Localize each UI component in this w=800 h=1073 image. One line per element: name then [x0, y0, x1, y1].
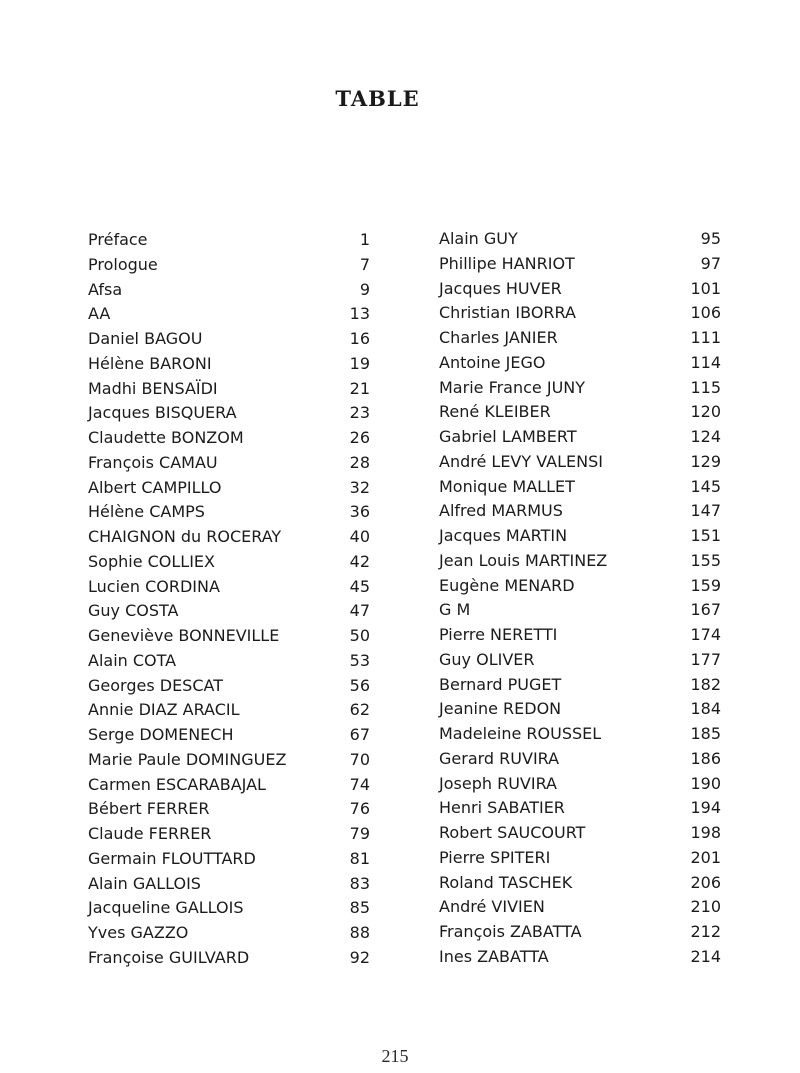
toc-entry-page: 81 — [349, 848, 370, 868]
toc-entry-name: CHAIGNON du ROCERAY — [88, 527, 282, 546]
toc-entry-page: 185 — [690, 724, 721, 743]
toc-entry-page: 182 — [690, 674, 721, 694]
toc-entry — [88, 377, 370, 402]
toc-entry-name: Gerard RUVIRA — [439, 748, 560, 768]
toc-entry — [88, 649, 370, 674]
toc-entry-page: 1 — [359, 230, 370, 249]
toc-entry-page: 194 — [690, 798, 721, 818]
toc-entry — [88, 352, 370, 377]
toc-entry-name: Carmen ESCARABAJAL — [88, 774, 266, 794]
toc-entry-page: 155 — [690, 550, 721, 570]
toc-entry-page: 97 — [700, 253, 721, 273]
toc-entry-name: Sophie COLLIEX — [88, 551, 215, 571]
toc-entry-page: 85 — [349, 898, 370, 918]
toc-entry-name: Jacques MARTIN — [439, 526, 568, 545]
toc-entry-name: Préface — [88, 230, 148, 249]
toc-entry-name: Charles JANIER — [439, 328, 558, 347]
toc-entry-page: 19 — [349, 353, 370, 373]
toc-entry — [439, 598, 721, 623]
toc-entry-page: 124 — [690, 427, 721, 446]
toc-entry-page: 198 — [690, 823, 721, 842]
toc-entry-page: 76 — [349, 799, 370, 819]
toc-entry-name: Madhi BENSAÏDI — [88, 378, 218, 398]
toc-entry-page: 174 — [690, 625, 721, 644]
toc-entry-page: 184 — [690, 699, 721, 719]
toc-entry — [439, 673, 721, 698]
toc-entry-page: 147 — [690, 501, 721, 521]
toc-entry-page: 47 — [349, 601, 370, 621]
toc-entry-name: Serge DOMENECH — [88, 725, 234, 744]
toc-entry-page: 40 — [349, 527, 370, 546]
toc-entry-page: 206 — [690, 872, 721, 892]
toc-entry — [88, 278, 370, 303]
toc-entry-page: 26 — [349, 428, 370, 447]
toc-entry — [439, 772, 721, 797]
toc-entry-name: Monique MALLET — [439, 476, 575, 496]
toc-entry — [439, 846, 721, 871]
toc-entry — [88, 872, 370, 897]
toc-entry-name: Annie DIAZ ARACIL — [88, 700, 240, 720]
toc-entry-name: Lucien CORDINA — [88, 576, 220, 596]
toc-entry-name: Bernard PUGET — [439, 674, 562, 694]
toc-entry-name: Françoise GUILVARD — [88, 947, 250, 967]
toc-entry-page: 32 — [349, 477, 370, 497]
toc-entry — [439, 425, 721, 450]
toc-entry-name: Madeleine ROUSSEL — [439, 724, 602, 743]
toc-entry-page: 62 — [349, 700, 370, 720]
toc-entry — [439, 796, 721, 821]
toc-entry-name: Prologue — [88, 254, 158, 274]
toc-entry-page: 177 — [690, 649, 721, 669]
toc-entry-name: Pierre NERETTI — [439, 625, 558, 644]
toc-entry-name: Gabriel LAMBERT — [439, 427, 577, 446]
toc-entry-name: Geneviève BONNEVILLE — [88, 626, 280, 645]
toc-entry-page: 114 — [690, 352, 721, 372]
toc-entry — [439, 549, 721, 574]
toc-entry — [439, 227, 721, 252]
toc-entry-name: Joseph RUVIRA — [439, 773, 557, 793]
toc-entry-page: 159 — [690, 575, 721, 595]
toc-entry — [88, 451, 370, 476]
toc-entry-name: Jeanine REDON — [439, 699, 562, 719]
toc-entry-page: 167 — [690, 600, 721, 620]
toc-entry — [439, 895, 721, 920]
toc-entry-name: Alain GALLOIS — [88, 873, 201, 893]
toc-entry-name: Jacques BISQUERA — [88, 403, 237, 423]
toc-entry-name: René KLEIBER — [439, 402, 551, 422]
toc-entry-page: 145 — [690, 476, 721, 496]
toc-entry-page: 9 — [359, 279, 370, 299]
toc-entry — [439, 499, 721, 524]
toc-entry — [439, 252, 721, 277]
toc-entry — [88, 302, 370, 327]
toc-entry — [439, 277, 721, 302]
toc-entry-page: 120 — [690, 402, 721, 422]
toc-entry — [88, 253, 370, 278]
toc-entry — [439, 945, 721, 970]
toc-entry-page: 70 — [349, 749, 370, 769]
toc-entry-name: Alfred MARMUS — [439, 501, 563, 521]
toc-entry-name: Marie Paule DOMINGUEZ — [88, 749, 287, 769]
toc-entry — [88, 476, 370, 501]
toc-entry — [439, 574, 721, 599]
toc-entry — [88, 674, 370, 699]
toc-entry-name: Eugène MENARD — [439, 575, 575, 595]
toc-entry-page: 74 — [349, 774, 370, 794]
toc-entry-name: Claude FERRER — [88, 824, 212, 843]
toc-left-column — [88, 228, 370, 971]
toc-entry — [439, 697, 721, 722]
toc-entry — [88, 228, 370, 253]
toc-entry-name: Pierre SPITERI — [439, 847, 551, 867]
toc-entry — [439, 450, 721, 475]
toc-entry-page: 201 — [690, 847, 721, 867]
toc-entry — [88, 426, 370, 451]
toc-entry-name: Robert SAUCOURT — [439, 823, 586, 842]
toc-entry — [88, 525, 370, 550]
toc-entry — [439, 920, 721, 945]
toc-entry-page: 88 — [349, 923, 370, 942]
toc-entry-name: Georges DESCAT — [88, 675, 223, 695]
toc-entry-name: Alain GUY — [439, 229, 518, 248]
toc-entry — [88, 822, 370, 847]
toc-entry — [88, 797, 370, 822]
toc-entry — [88, 401, 370, 426]
toc-entry — [439, 400, 721, 425]
toc-entry-name: André VIVIEN — [439, 897, 545, 917]
toc-entry-name: Ines ZABATTA — [439, 946, 549, 966]
toc-entry — [88, 847, 370, 872]
toc-entry-name: Guy COSTA — [88, 601, 179, 621]
toc-entry-page: 13 — [349, 304, 370, 324]
toc-entry-page: 101 — [690, 278, 721, 298]
toc-entry — [88, 327, 370, 352]
toc-entry — [439, 722, 721, 747]
toc-entry-name: Guy OLIVER — [439, 649, 535, 669]
toc-entry-name: Marie France JUNY — [439, 377, 586, 397]
toc-entry-name: G M — [439, 600, 471, 620]
toc-entry-page: 53 — [349, 650, 370, 670]
toc-entry-page: 56 — [349, 675, 370, 695]
toc-entry — [88, 575, 370, 600]
toc-entry — [88, 599, 370, 624]
toc-entry-page: 23 — [349, 403, 370, 423]
toc-entry-page: 151 — [690, 526, 721, 545]
toc-entry — [88, 921, 370, 946]
toc-entry-page: 79 — [349, 824, 370, 843]
toc-entry-page: 42 — [349, 551, 370, 571]
toc-entry-page: 111 — [690, 328, 721, 347]
toc-entry-name: François ZABATTA — [439, 922, 582, 941]
toc-entry — [439, 351, 721, 376]
toc-entry-name: Jacqueline GALLOIS — [88, 898, 244, 918]
toc-entry — [88, 723, 370, 748]
toc-entry-page: 129 — [690, 451, 721, 471]
toc-entry-name: Roland TASCHEK — [439, 872, 573, 892]
toc-entry-name: Jean Louis MARTINEZ — [439, 550, 608, 570]
toc-entry-page: 106 — [690, 303, 721, 323]
toc-entry-page: 50 — [349, 626, 370, 645]
toc-entry-name: Alain COTA — [88, 650, 177, 670]
toc-entry-name: Germain FLOUTTARD — [88, 848, 256, 868]
page-number: 215 — [381, 1046, 409, 1066]
toc-entry-page: 92 — [349, 947, 370, 967]
toc-entry-page: 16 — [349, 329, 370, 348]
toc-entry-name: Claudette BONZOM — [88, 428, 244, 447]
toc-entry-page: 115 — [690, 377, 721, 397]
toc-entry — [88, 550, 370, 575]
toc-entry — [88, 946, 370, 971]
toc-right-column — [439, 227, 721, 970]
toc-entry-page: 83 — [349, 873, 370, 893]
toc-entry-name: Henri SABATIER — [439, 798, 565, 818]
toc-entry-page: 95 — [700, 229, 721, 248]
toc-entry-name: Hélène CAMPS — [88, 502, 205, 522]
toc-entry-page: 36 — [349, 502, 370, 522]
toc-entry-name: Afsa — [88, 279, 123, 299]
toc-entry — [439, 475, 721, 500]
toc-entry — [88, 500, 370, 525]
toc-entry — [88, 624, 370, 649]
toc-entry-name: Christian IBORRA — [439, 303, 576, 323]
toc-entry-name: Antoine JEGO — [439, 352, 546, 372]
toc-entry-name: Hélène BARONI — [88, 353, 212, 373]
toc-entry-page: 7 — [359, 254, 370, 274]
toc-entry — [88, 748, 370, 773]
toc-entry-name: Daniel BAGOU — [88, 329, 203, 348]
toc-entry-page: 186 — [690, 748, 721, 768]
toc-entry — [439, 871, 721, 896]
toc-entry-name: Albert CAMPILLO — [88, 477, 222, 497]
toc-entry — [439, 623, 721, 648]
toc-entry-page: 45 — [349, 576, 370, 596]
toc-entry-page: 190 — [690, 773, 721, 793]
toc-entry-page: 212 — [690, 922, 721, 941]
toc-entry-page: 21 — [349, 378, 370, 398]
toc-entry — [439, 301, 721, 326]
toc-entry — [439, 648, 721, 673]
toc-entry-name: Phillipe HANRIOT — [439, 253, 575, 273]
toc-entry-page: 28 — [349, 452, 370, 472]
toc-entry-name: François CAMAU — [88, 452, 218, 472]
toc-entry — [439, 821, 721, 846]
toc-entry-page: 67 — [349, 725, 370, 744]
toc-entry — [88, 773, 370, 798]
toc-entry — [88, 698, 370, 723]
toc-entry — [88, 896, 370, 921]
toc-entry — [439, 326, 721, 351]
toc-entry — [439, 524, 721, 549]
toc-entry — [439, 376, 721, 401]
toc-entry-name: André LEVY VALENSI — [439, 451, 603, 471]
toc-entry-page: 210 — [690, 897, 721, 917]
page-title: TABLE — [335, 86, 420, 111]
toc-entry-name: Bébert FERRER — [88, 799, 210, 819]
toc-entry-name: AA — [88, 304, 111, 324]
toc-entry-name: Jacques HUVER — [439, 278, 562, 298]
toc-entry-page: 214 — [690, 946, 721, 966]
toc-entry-name: Yves GAZZO — [88, 923, 189, 942]
toc-entry — [439, 747, 721, 772]
